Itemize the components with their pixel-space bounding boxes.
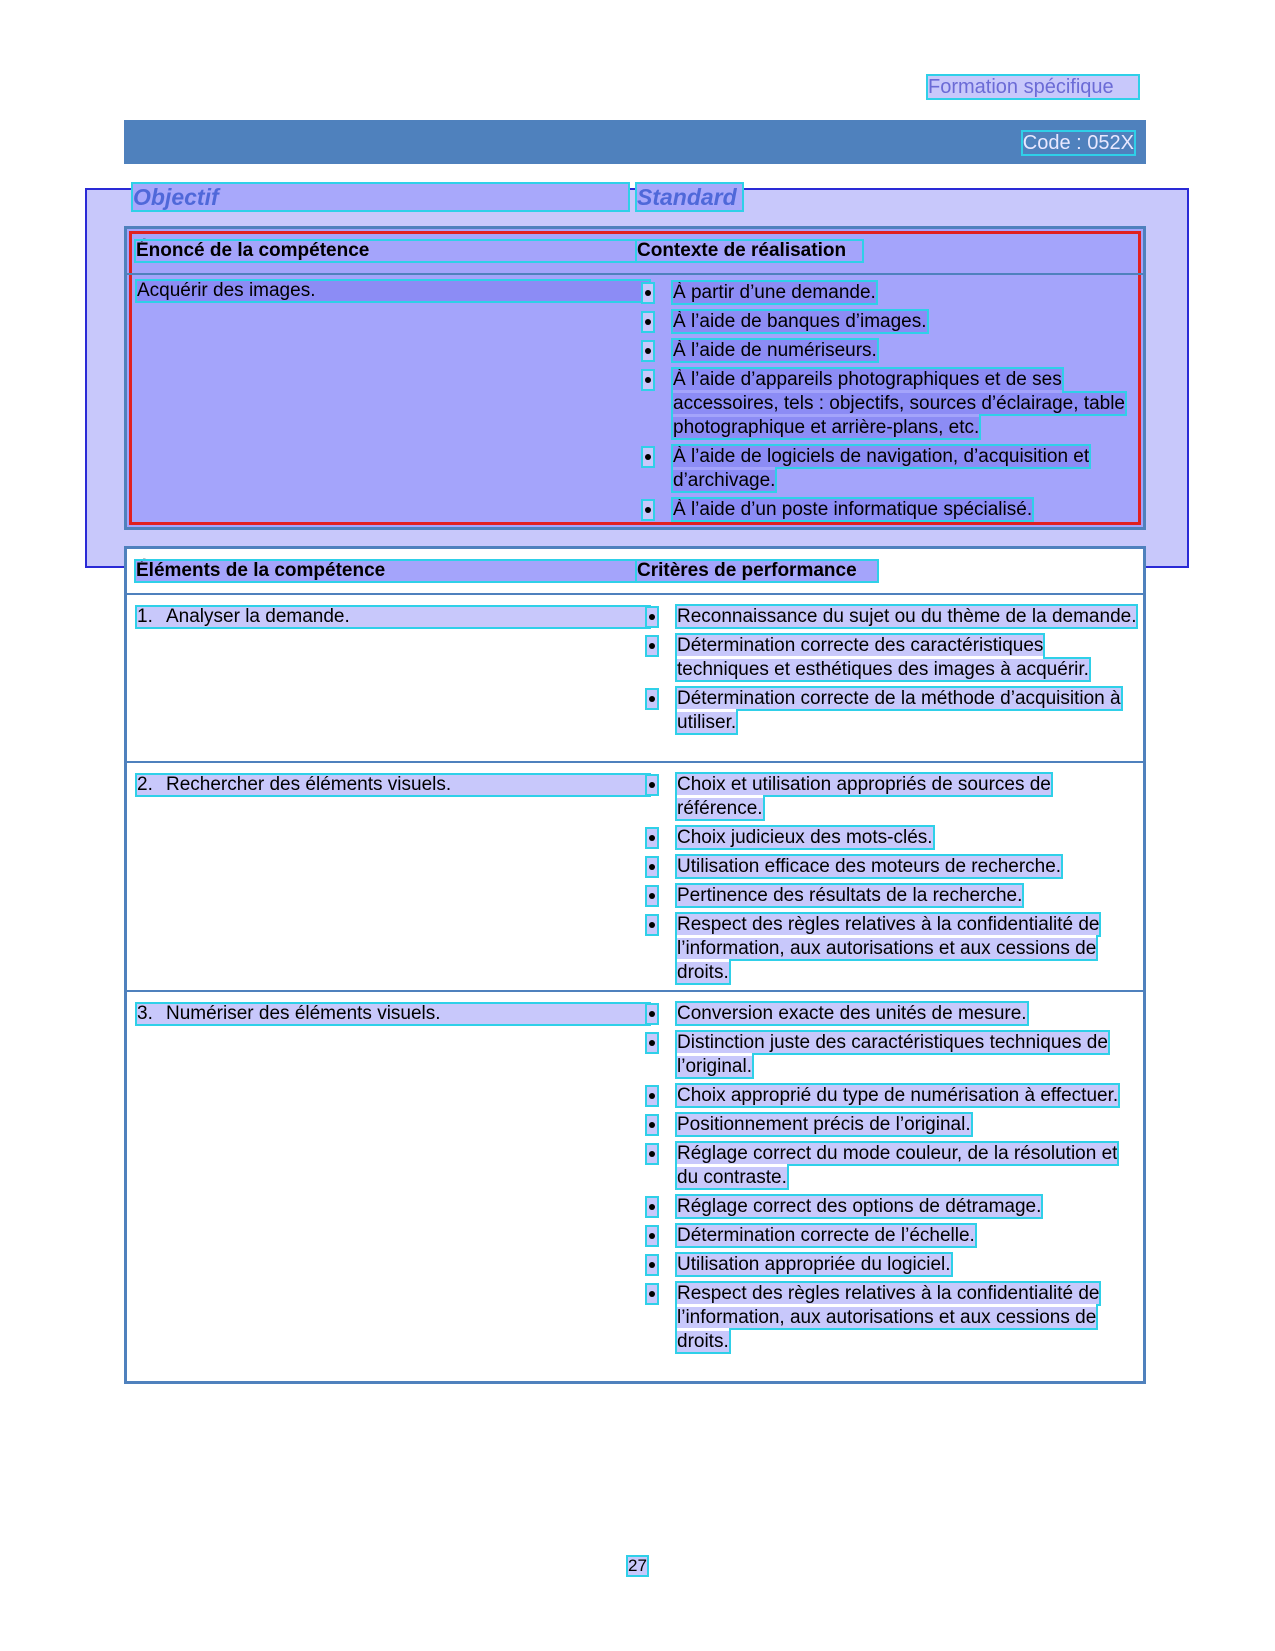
list-item: Choix judicieux des mots-clés.: [647, 826, 1137, 850]
code-bar: [124, 120, 1146, 164]
list-item: Utilisation efficace des moteurs de recherche.: [647, 855, 1137, 879]
list-item: Choix approprié du type de numérisation à effectuer.: [647, 1084, 1137, 1108]
list-item: Pertinence des résultats de la recherche.: [647, 884, 1137, 908]
bullet-icon: [647, 887, 657, 905]
list-item: Distinction juste des caractéristiques techniques de l’original.: [647, 1031, 1137, 1079]
bullet-icon: [647, 1227, 657, 1245]
criteria-list: [647, 773, 1137, 990]
list-item: À l’aide de banques d’images.: [643, 310, 1133, 334]
running-head: Formation spécifique: [928, 76, 1138, 98]
bullet-icon: [643, 448, 653, 466]
list-item: Conversion exacte des unités de mesure.: [647, 1002, 1137, 1026]
bullet-icon: [647, 1256, 657, 1274]
context-list: [643, 281, 1133, 527]
list-item: Détermination correcte des caractéristiques techniques et esthétiques des images à acquérir.: [647, 634, 1137, 682]
competence-element: 2. Rechercher des éléments visuels.: [137, 775, 649, 795]
bullet-icon: [647, 637, 657, 655]
section-objectif-heading: Objectif: [133, 184, 628, 210]
table-row: [127, 763, 1143, 992]
bullet-icon: [647, 690, 657, 708]
performance-criteria-table: [124, 546, 1146, 1384]
bullet-icon: [647, 858, 657, 876]
bullet-icon: [647, 916, 657, 934]
list-item: À l’aide de logiciels de navigation, d’acquisition et d’archivage.: [643, 445, 1133, 493]
list-item: Réglage correct du mode couleur, de la résolution et du contraste.: [647, 1142, 1137, 1190]
list-item: À l’aide d’un poste informatique spécialisé.: [643, 498, 1133, 522]
bullet-icon: [643, 342, 653, 360]
table-row: [127, 595, 1143, 763]
bullet-icon: [643, 313, 653, 331]
list-item: Reconnaissance du sujet ou du thème de la demande.: [647, 605, 1137, 629]
statement-column-header: Énoncé de la compétence: [136, 241, 636, 261]
list-item: Respect des règles relatives à la confidentialité de l’information, aux autorisations et aux cessions de droits.: [647, 913, 1137, 985]
bullet-icon: [643, 501, 653, 519]
bullet-icon: [643, 284, 653, 302]
bullet-icon: [647, 1087, 657, 1105]
table-header-row: [127, 229, 1143, 275]
bullet-icon: [647, 1034, 657, 1052]
criteria-list: [647, 1002, 1137, 1359]
list-item: Détermination correcte de l’échelle.: [647, 1224, 1137, 1248]
elements-column-header: Éléments de la compétence: [136, 561, 636, 581]
bullet-icon: [647, 1005, 657, 1023]
competence-statement: Acquérir des images.: [137, 281, 649, 301]
table-header-row: [127, 549, 1143, 595]
page-number: 27: [628, 1556, 647, 1575]
list-item: Réglage correct des options de détramage.: [647, 1195, 1137, 1219]
criteria-column-header: Critères de performance: [637, 561, 877, 581]
list-item: Positionnement précis de l’original.: [647, 1113, 1137, 1137]
bullet-icon: [647, 1285, 657, 1303]
competence-element: 1. Analyser la demande.: [137, 607, 649, 627]
list-item: Choix et utilisation appropriés de sources de référence.: [647, 773, 1137, 821]
criteria-list: [647, 605, 1137, 740]
course-code: Code : 052X: [1022, 132, 1134, 154]
competence-statement-table: [124, 226, 1146, 530]
list-item: Détermination correcte de la méthode d’acquisition à utiliser.: [647, 687, 1137, 735]
bullet-icon: [647, 829, 657, 847]
bullet-icon: [647, 1145, 657, 1163]
list-item: Utilisation appropriée du logiciel.: [647, 1253, 1137, 1277]
bullet-icon: [647, 1116, 657, 1134]
table-row: [127, 992, 1143, 1380]
list-item: À l’aide de numériseurs.: [643, 339, 1133, 363]
context-column-header: Contexte de réalisation: [637, 241, 862, 261]
list-item: À partir d’une demande.: [643, 281, 1133, 305]
section-standard-heading: Standard: [637, 184, 742, 210]
list-item: Respect des règles relatives à la confidentialité de l’information, aux autorisations et aux cessions de droits.: [647, 1282, 1137, 1354]
competence-element: 3. Numériser des éléments visuels.: [137, 1004, 649, 1024]
bullet-icon: [647, 608, 657, 626]
bullet-icon: [643, 371, 653, 389]
list-item: À l’aide d’appareils photographiques et de ses accessoires, tels : objectifs, sources d’éclairage, table photographique et arrière-plans, etc.: [643, 368, 1133, 440]
bullet-icon: [647, 776, 657, 794]
bullet-icon: [647, 1198, 657, 1216]
